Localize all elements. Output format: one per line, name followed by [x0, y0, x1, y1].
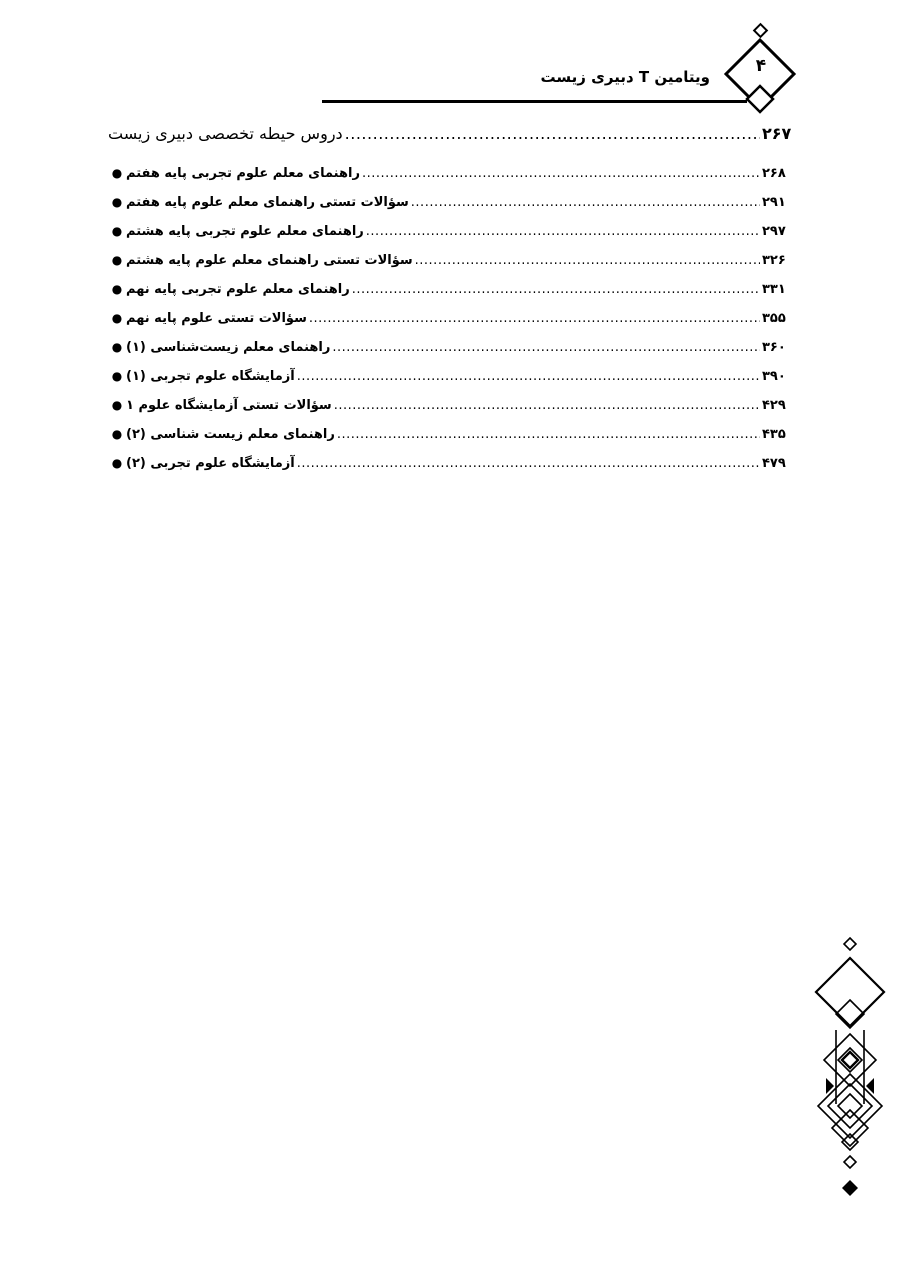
toc-entry-page: ۴۳۵: [762, 427, 786, 442]
bullet-icon: ●: [111, 253, 123, 267]
toc-entry-title: آزمایشگاه علوم تجربی (۲): [126, 456, 295, 471]
toc-leader-dots: [352, 282, 760, 297]
bullet-icon: ●: [111, 340, 123, 354]
toc-leader-dots: [415, 253, 760, 268]
toc-entry[interactable]: [108, 311, 792, 340]
toc-leader-dots: [411, 195, 760, 210]
toc-entry-page: ۲۶۸: [762, 166, 786, 181]
toc-leader-dots: [345, 124, 760, 143]
toc-entry-title: راهنمای معلم علوم تجربی پایه هشتم: [126, 224, 364, 239]
toc-entry[interactable]: [108, 253, 792, 282]
bullet-icon: ●: [111, 282, 123, 296]
toc-entry-title: سؤالات تستی آزمایشگاه علوم ۱: [126, 398, 332, 413]
bullet-icon: ●: [111, 166, 123, 180]
toc-leader-dots: [337, 427, 760, 442]
toc-entry[interactable]: [108, 340, 792, 369]
toc-entry[interactable]: [108, 224, 792, 253]
bullet-icon: ●: [111, 311, 123, 325]
header-rule: [322, 100, 747, 103]
toc-entry[interactable]: [108, 195, 792, 224]
toc-entry[interactable]: [108, 369, 792, 398]
toc-leader-dots: [334, 398, 760, 413]
toc-entry-title: راهنمای معلم علوم تجربی پایه نهم: [126, 282, 350, 297]
toc-entry-page: ۴۷۹: [762, 456, 786, 471]
bullet-icon: ●: [111, 398, 123, 412]
toc-leader-dots: [366, 224, 760, 239]
toc-section-heading[interactable]: [108, 124, 792, 154]
toc-entry[interactable]: [108, 456, 792, 485]
bullet-icon: ●: [111, 427, 123, 441]
toc-leader-dots: [297, 456, 760, 471]
toc-leader-dots: [362, 166, 760, 181]
toc-entry-page: ۳۳۱: [762, 282, 786, 297]
geometric-diamond-ornament-icon: [808, 934, 892, 1204]
bullet-icon: ●: [111, 369, 123, 383]
page-number: ۴: [755, 56, 767, 76]
toc-entry-page: ۳۲۶: [762, 253, 786, 268]
toc-entry-title: راهنمای معلم زیست شناسی (۲): [126, 427, 335, 442]
toc-entry[interactable]: [108, 166, 792, 195]
toc-entry-page: ۳۵۵: [762, 311, 786, 326]
toc-entry-page: ۴۲۹: [762, 398, 786, 413]
toc-leader-dots: [332, 340, 760, 355]
running-header-title: ویتامین T دبیری زیست: [540, 68, 710, 86]
bullet-icon: ●: [111, 224, 123, 238]
toc-entry[interactable]: [108, 427, 792, 456]
toc-entry-page: ۲۹۷: [762, 224, 786, 239]
toc-heading-page: ۲۶۷: [762, 124, 792, 143]
table-of-contents: [108, 124, 792, 485]
toc-entry-page: ۳۶۰: [762, 340, 786, 355]
toc-entry-title: سؤالات تستی راهنمای معلم علوم پایه هشتم: [126, 253, 413, 268]
bullet-icon: ●: [111, 456, 123, 470]
toc-entry[interactable]: [108, 398, 792, 427]
bullet-icon: ●: [111, 195, 123, 209]
toc-entry-page: ۲۹۱: [762, 195, 786, 210]
toc-entry-title: سؤالات تستی علوم پایه نهم: [126, 311, 307, 326]
toc-leader-dots: [297, 369, 760, 384]
toc-entry-title: راهنمای معلم علوم تجربی پایه هفتم: [126, 166, 360, 181]
toc-leader-dots: [309, 311, 760, 326]
toc-entry-title: راهنمای معلم زیست‌شناسی (۱): [126, 340, 331, 355]
toc-entry-title: آزمایشگاه علوم تجربی (۱): [126, 369, 295, 384]
toc-entry-page: ۳۹۰: [762, 369, 786, 384]
toc-entry[interactable]: [108, 282, 792, 311]
toc-entry-title: سؤالات تستی راهنمای معلم علوم پایه هفتم: [126, 195, 409, 210]
toc-heading-text: دروس حیطه تخصصی دبیری زیست: [108, 124, 343, 143]
